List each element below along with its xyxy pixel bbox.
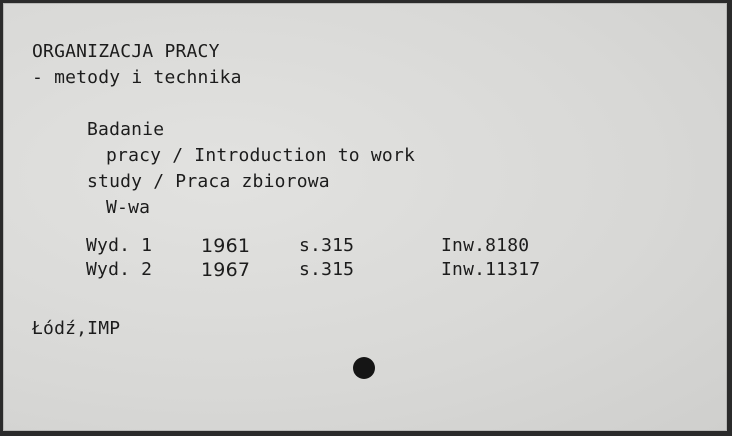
edition-label: Wyd. 2 bbox=[86, 259, 153, 280]
library-location: Łódź,IMP bbox=[32, 318, 121, 339]
edition-label: Wyd. 1 bbox=[86, 235, 153, 256]
title-line-3: study / Praca zbiorowa bbox=[87, 171, 330, 192]
subject-subheading: - metody i technika bbox=[32, 67, 242, 88]
punch-hole bbox=[353, 357, 375, 379]
subject-heading: ORGANIZACJA PRACY bbox=[32, 41, 220, 62]
edition-pages: s.315 bbox=[299, 259, 355, 280]
inventory-number: Inw.11317 bbox=[441, 259, 541, 280]
catalog-card bbox=[3, 3, 727, 431]
title-line-2: pracy / Introduction to work bbox=[106, 145, 416, 166]
publication-place: W-wa bbox=[106, 197, 151, 218]
edition-year: 1961 bbox=[201, 235, 251, 257]
edition-pages: s.315 bbox=[299, 235, 355, 256]
inventory-number: Inw.8180 bbox=[441, 235, 530, 256]
edition-year: 1967 bbox=[201, 259, 251, 281]
title-line-1: Badanie bbox=[87, 119, 165, 140]
